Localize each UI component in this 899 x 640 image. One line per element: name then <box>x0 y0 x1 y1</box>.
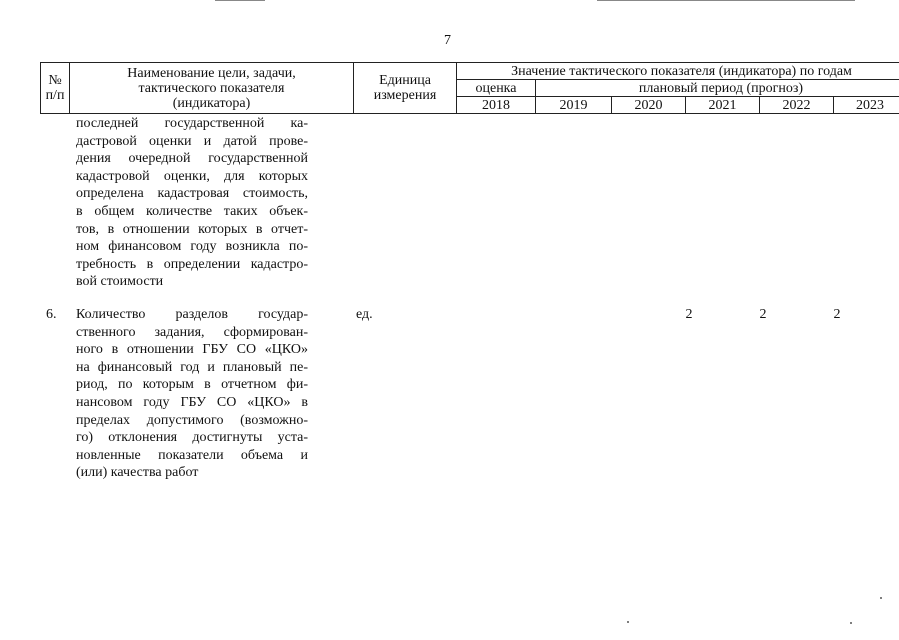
header-name-line-1: Наименование цели, задачи, <box>127 65 296 81</box>
header-year-2023: 2023 <box>834 97 899 114</box>
header-year-2021: 2021 <box>686 97 760 114</box>
continuation-text <box>76 115 308 291</box>
row6-value-2021: 2 <box>685 307 693 322</box>
scan-speck <box>627 621 629 623</box>
row6-name-line: (или) качества работ <box>76 465 199 481</box>
row6-name-line: Количество разделов государ- <box>76 307 308 322</box>
row6-name-line: на финансовый год и плановый пе- <box>76 359 308 375</box>
continuation-line: в общем количестве таких объек- <box>76 203 308 219</box>
continuation-line: тов, в отношении которых в отчет- <box>76 221 308 237</box>
header-year-2019: 2019 <box>536 97 612 114</box>
header-year-2022: 2022 <box>760 97 834 114</box>
continuation-line: кадастровой оценки, для которых <box>76 168 308 184</box>
row6-name-line: новленные показатели объема и <box>76 447 308 463</box>
header-num-line-2: п/п <box>45 88 65 103</box>
scan-speck <box>880 597 882 599</box>
header-name-line-3: (индикатора) <box>172 95 251 111</box>
header-values-title: Значение тактического показателя (индикатора) по годам <box>457 63 899 80</box>
header-num-line-1: № <box>48 73 62 88</box>
row6-number: 6. <box>46 307 57 322</box>
header-unit-cell <box>354 63 457 114</box>
continuation-line: последней государственной ка- <box>76 116 308 131</box>
continuation-line: дастровой оценки и датой прове- <box>76 133 308 149</box>
header-num-cell <box>41 63 70 114</box>
row6-name-line: риод, по которым в отчетном фи- <box>76 377 308 393</box>
page-number: 7 <box>444 33 451 48</box>
row6-name-line: го) отклонения достигнуты уста- <box>76 430 308 446</box>
continuation-line: требность в определении кадастро- <box>76 256 308 272</box>
row6-value-2022: 2 <box>759 307 767 322</box>
row6-name-line: ного в отношении ГБУ СО «ЦКО» <box>76 342 308 358</box>
header-estimate-label: оценка <box>457 80 536 97</box>
header-planning-period: плановый период (прогноз) <box>536 80 899 97</box>
row6-name <box>76 306 308 482</box>
continuation-line: дения очередной государственной <box>76 151 308 167</box>
top-scan-line-left <box>215 0 265 1</box>
header-unit-line-2: измерения <box>373 88 437 103</box>
continuation-line: вой стоимости <box>76 274 164 290</box>
header-name-cell <box>70 63 354 114</box>
header-year-2020: 2020 <box>612 97 686 114</box>
header-name-line-2: тактического показателя <box>138 80 285 96</box>
header-year-2018: 2018 <box>457 97 536 114</box>
row6-unit: ед. <box>356 307 373 322</box>
header-unit-line-1: Единица <box>379 73 431 88</box>
row6-name-line: пределах допустимого (возможно- <box>76 412 308 428</box>
indicator-table-header <box>40 62 899 114</box>
continuation-line: определена кадастровая стоимость, <box>76 186 308 202</box>
continuation-line: ном финансовом году возникла по- <box>76 239 308 255</box>
row6-name-line: ственного задания, сформирован- <box>76 324 308 340</box>
row6-name-line: нансовом году ГБУ СО «ЦКО» в <box>76 394 308 410</box>
row6-value-2023: 2 <box>833 307 841 322</box>
scan-speck <box>850 622 852 624</box>
top-scan-line-right <box>597 0 855 1</box>
